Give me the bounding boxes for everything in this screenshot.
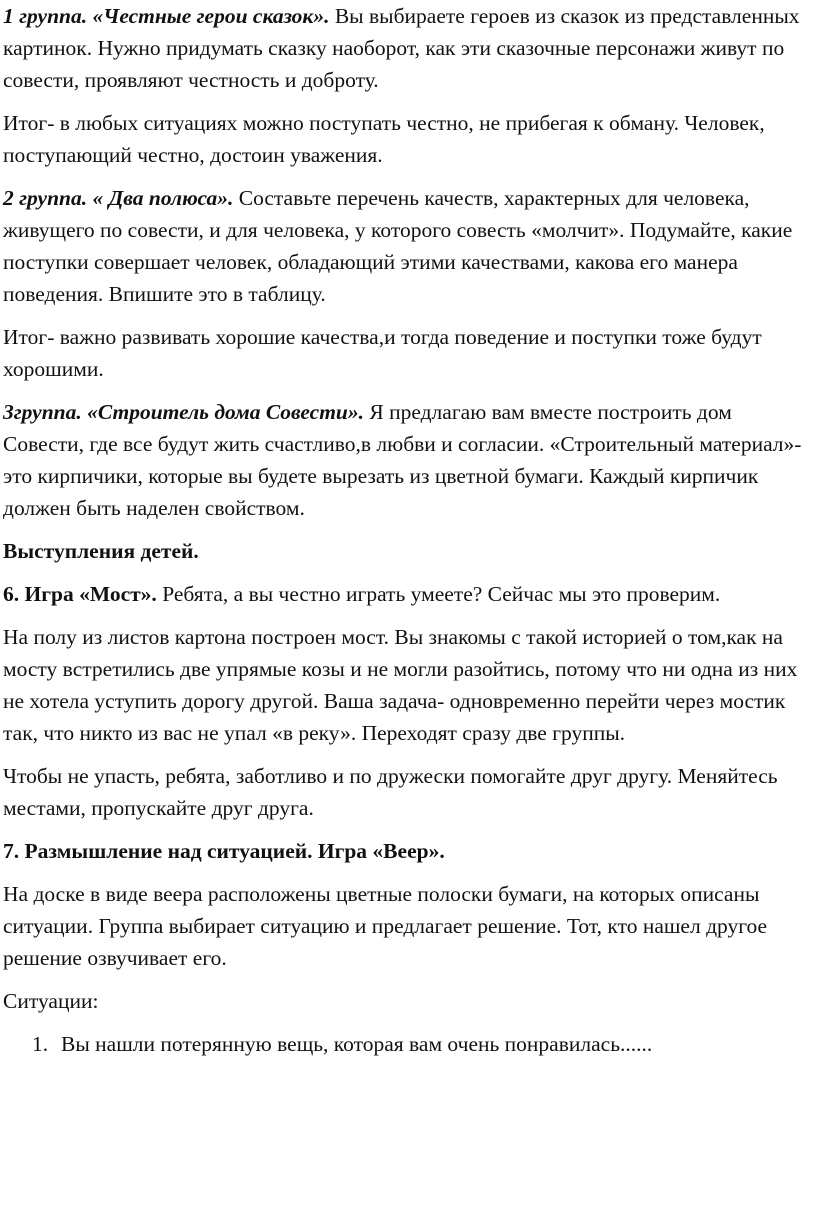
paragraph-summary-2 <box>3 321 802 385</box>
list-item <box>3 1028 802 1060</box>
paragraph-children-speeches <box>3 535 802 567</box>
group-1-text: Вы выбираете героев из сказок из представленных картинок. Нужно придумать сказку наоборот, как эти сказочные персонажи живут по совести, проявляют честность и доброту. <box>3 4 800 92</box>
paragraph-group-2 <box>3 182 802 310</box>
group-1-heading: 1 группа. «Честные герои сказок». <box>3 4 330 28</box>
fan-description-text: На доске в виде веера расположены цветные полоски бумаги, на которых описаны ситуации. Группа выбирает ситуацию и предлагает решение. Тот, кто нашел другое решение озвучивает его. <box>3 882 768 970</box>
list-item-number: 1. <box>32 1032 49 1056</box>
paragraph-bridge-description <box>3 621 802 749</box>
summary-1-text: Итог- в любых ситуациях можно поступать честно, не прибегая к обману. Человек, поступающий честно, достоин уважения. <box>3 111 765 167</box>
bridge-description-text: На полу из листов картона построен мост. Вы знакомы с такой историей о том,как на мосту встретились две упрямые козы и не могли разойтись, потому что ни одна из них не хотела уступить дорогу другой. Ваша задача- одновременно перейти через мостик так, что никто из вас не упал «в реку». Переходят сразу две группы. <box>3 625 798 745</box>
paragraph-fan-description <box>3 878 802 974</box>
paragraph-situations-label <box>3 985 802 1017</box>
group-2-heading: 2 группа. « Два полюса». <box>3 186 234 210</box>
bridge-advice-text: Чтобы не упасть, ребята, заботливо и по дружески помогайте друг другу. Меняйтесь местами, пропускайте друг друга. <box>3 764 778 820</box>
paragraph-bridge-game <box>3 578 802 610</box>
group-3-heading: 3группа. «Строитель дома Совести». <box>3 400 365 424</box>
situations-list <box>3 1028 802 1060</box>
paragraph-summary-1 <box>3 107 802 171</box>
situations-label: Ситуации: <box>3 989 99 1013</box>
fan-game-heading: 7. Размышление над ситуацией. Игра «Веер». <box>3 839 445 863</box>
paragraph-fan-game <box>3 835 802 867</box>
group-3-text: Я предлагаю вам вместе построить дом Совести, где все будут жить счастливо,в любви и согласии. «Строительный материал»- это кирпичики, которые вы будете вырезать из цветной бумаги. Каждый кирпичик должен быть наделен свойством. <box>3 400 802 520</box>
paragraph-group-1 <box>3 0 802 96</box>
children-speeches-heading: Выступления детей. <box>3 539 199 563</box>
group-2-text: Составьте перечень качеств, характерных для человека, живущего по совести, и для человека, у которого совесть «молчит». Подумайте, какие поступки совершает человек, обладающий этими качествами, какова его манера поведения. Впишите это в таблицу. <box>3 186 793 306</box>
paragraph-group-3 <box>3 396 802 524</box>
bridge-game-intro: Ребята, а вы честно играть умеете? Сейчас мы это проверим. <box>156 582 721 606</box>
summary-2-text: Итог- важно развивать хорошие качества,и тогда поведение и поступки тоже будут хорошими. <box>3 325 762 381</box>
bridge-game-heading: 6. Игра «Мост». <box>3 582 157 606</box>
paragraph-bridge-advice <box>3 760 802 824</box>
list-item-text: Вы нашли потерянную вещь, которая вам очень понравилась...... <box>61 1032 653 1056</box>
